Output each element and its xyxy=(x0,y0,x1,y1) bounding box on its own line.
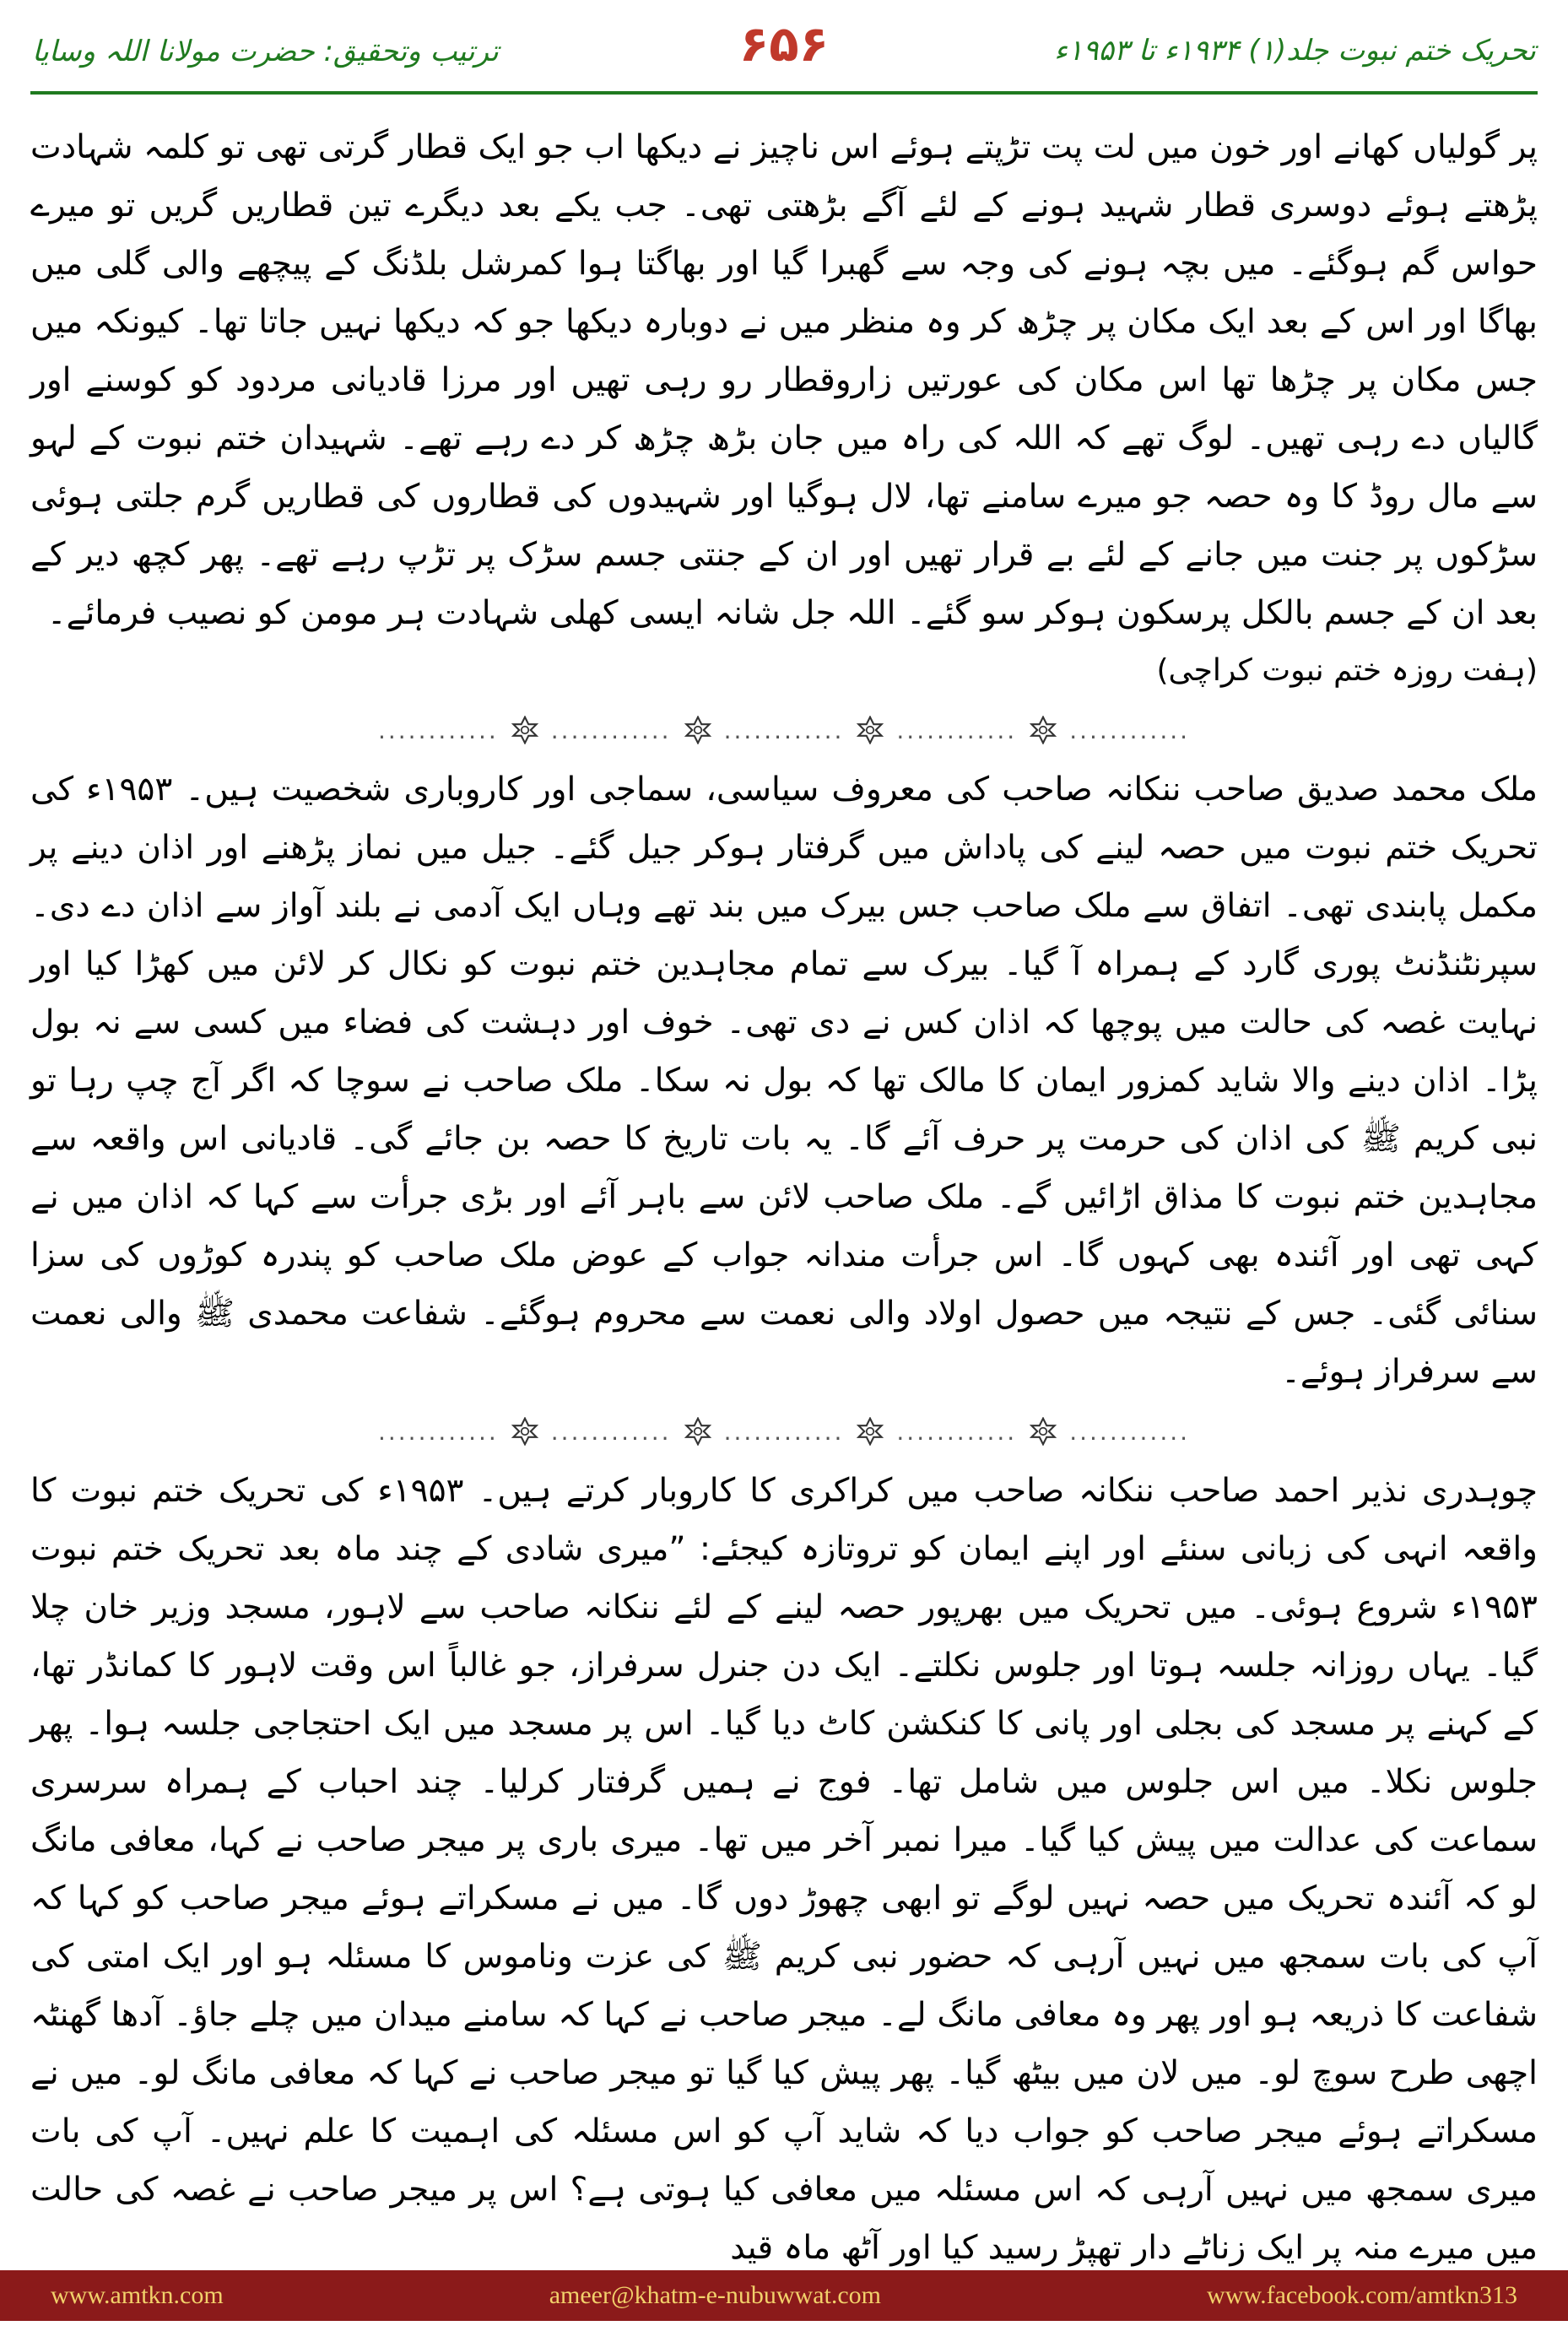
separator-dots: ............ xyxy=(1069,1417,1191,1446)
separator-dots: ............ xyxy=(550,716,672,744)
separator-dots: ............ xyxy=(377,1417,499,1446)
footer-email-link[interactable]: ameer@khatm-e-nubuwwat.com xyxy=(549,2281,882,2309)
header-rule xyxy=(30,91,1538,95)
separator-dots: ............ xyxy=(550,1417,672,1446)
paragraph-3: چوہدری نذیر احمد صاحب ننکانہ صاحب میں کراکری کا کاروبار کرتے ہیں۔ ۱۹۵۳ء کی تحریک ختم نبوت کا واقعہ انہی کی زبانی سنئے اور اپنے ایمان کو تروتازہ کیجئے: ”میری شادی کے چند ماہ بعد تحریک ختم نبوت ۱۹۵۳ء شروع ہوئی۔ میں تحریک میں بھرپور حصہ لینے کے لئے ننکانہ صاحب سے لاہور، مسجد وزیر خان چلا گیا۔ یہاں روزانہ جلسہ ہوتا اور جلوس نکلتے۔ ایک دن جنرل سرفراز، جو غالباً اس وقت لاہور کا کمانڈر تھا، کے کہنے پر مسجد کی بجلی اور پانی کا کنکشن کاٹ دیا گیا۔ اس پر مسجد میں ایک احتجاجی جلسہ ہوا۔ پھر جلوس نکلا۔ میں اس جلوس میں شامل تھا۔ فوج نے ہمیں گرفتار کرلیا۔ چند احباب کے ہمراہ سرسری سماعت کی عدالت میں پیش کیا گیا۔ میرا نمبر آخر میں تھا۔ میری باری پر میجر صاحب نے کہا، معافی مانگ لو کہ آئندہ تحریک میں حصہ نہیں لوگے تو ابھی چھوڑ دوں گا۔ میں نے مسکراتے ہوئے میجر صاحب کو کہا کہ آپ کی بات سمجھ میں نہیں آرہی کہ حضور نبی کریم ﷺ کی عزت وناموس کا مسئلہ ہو اور ایک امتی کی شفاعت کا ذریعہ ہو اور پھر وہ معافی مانگ لے۔ میجر صاحب نے کہا کہ سامنے میدان میں چلے جاؤ۔ آدھا گھنٹہ اچھی طرح سوچ لو۔ میں لان میں بیٹھ گیا۔ پھر پیش کیا گیا تو میجر صاحب نے کہا کہ معافی مانگ لو۔ میں نے مسکراتے ہوئے میجر صاحب کو جواب دیا کہ شاید آپ کو اس مسئلہ کی اہمیت کا علم نہیں۔ آپ کی بات میری سمجھ میں نہیں آرہی کہ اس مسئلہ میں معافی کیا ہوتی ہے؟ اس پر میجر صاحب نے غصہ کی حالت میں میرے منہ پر ایک زناٹے دار تھپڑ رسید کیا اور آٹھ ماہ قید xyxy=(30,1472,1538,2267)
separator-dots: ............ xyxy=(896,1417,1018,1446)
page-number: ۶۵۶ xyxy=(738,15,830,73)
star-ornament-icon xyxy=(684,1417,712,1446)
separator-dots: ............ xyxy=(723,716,845,744)
footer-website-link[interactable]: www.amtkn.com xyxy=(51,2281,224,2309)
separator-dots: ............ xyxy=(723,1417,845,1446)
separator-dots: ............ xyxy=(377,716,499,744)
page-footer xyxy=(0,2270,1568,2321)
page-header xyxy=(0,0,1568,93)
section-separator xyxy=(30,700,1538,760)
star-ornament-icon xyxy=(511,716,539,744)
star-ornament-icon xyxy=(1029,716,1057,744)
star-ornament-icon xyxy=(1029,1417,1057,1446)
source-citation: (ہفت روزہ ختم نبوت کراچی) xyxy=(1156,653,1538,688)
separator-dots: ............ xyxy=(1069,716,1191,744)
separator-dots: ............ xyxy=(896,716,1018,744)
star-ornament-icon xyxy=(856,716,884,744)
star-ornament-icon xyxy=(856,1417,884,1446)
page-body xyxy=(30,118,1538,2277)
paragraph-2: ملک محمد صدیق صاحب ننکانہ صاحب کی معروف سیاسی، سماجی اور کاروباری شخصیت ہیں۔ ۱۹۵۳ء کی تحریک ختم نبوت میں حصہ لینے کی پاداش میں گرفتار ہوکر جیل گئے۔ جیل میں نماز پڑھنے اور اذان دینے پر مکمل پابندی تھی۔ اتفاق سے ملک صاحب جس بیرک میں بند تھے وہاں ایک آدمی نے بلند آواز سے اذان دے دی۔ سپرنٹنڈنٹ پوری گارد کے ہمراہ آ گیا۔ بیرک سے تمام مجاہدین ختم نبوت کو نکال کر لائن میں کھڑا کیا اور نہایت غصہ کی حالت میں پوچھا کہ اذان کس نے دی تھی۔ خوف اور دہشت کی فضاء میں کسی سے نہ بول پڑا۔ اذان دینے والا شاید کمزور ایمان کا مالک تھا کہ بول نہ سکا۔ ملک صاحب نے سوچا کہ اگر آج چپ رہا تو نبی کریم ﷺ کی اذان کی حرمت پر حرف آئے گا۔ یہ بات تاریخ کا حصہ بن جائے گی۔ قادیانی اس واقعہ سے مجاہدین ختم نبوت کا مذاق اڑائیں گے۔ ملک صاحب لائن سے باہر آئے اور بڑی جرأت سے کہا کہ اذان میں نے کہی تھی اور آئندہ بھی کہوں گا۔ اس جرأت مندانہ جواب کے عوض ملک صاحب کو پندرہ کوڑوں کی سزا سنائی گئی۔ جس کے نتیجہ میں حصول اولاد والی نعمت سے محروم ہوگئے۔ شفاعت محمدی ﷺ والی نعمت سے سرفراز ہوئے۔ xyxy=(30,771,1538,1391)
section-separator xyxy=(30,1401,1538,1462)
footer-facebook-link[interactable]: www.facebook.com/amtkn313 xyxy=(1207,2281,1517,2309)
paragraph-1: پر گولیاں کھانے اور خون میں لت پت تڑپتے ہوئے اس ناچیز نے دیکھا اب جو ایک قطار گرتی تھی تو کلمہ شہادت پڑھتے ہوئے دوسری قطار شہید ہونے کے لئے آگے بڑھتی تھی۔ جب یکے بعد دیگرے تین قطاریں گریں تو میرے حواس گم ہوگئے۔ میں بچہ ہونے کی وجہ سے گھبرا گیا اور بھاگتا ہوا کمرشل بلڈنگ کے پیچھے والی گلی میں بھاگا اور اس کے بعد ایک مکان پر چڑھ کر وہ منظر میں نے دوبارہ دیکھا جو کہ دیکھا نہیں جاتا تھا۔ کیونکہ میں جس مکان پر چڑھا تھا اس مکان کی عورتیں زاروقطار رو رہی تھیں اور مرزا قادیانی مردود کو کوسنے اور گالیاں دے رہی تھیں۔ لوگ تھے کہ اللہ کی راہ میں جان بڑھ چڑھ کر دے رہے تھے۔ شہیدان ختم نبوت کے لہو سے مال روڈ کا وہ حصہ جو میرے سامنے تھا، لال ہوگیا اور شہیدوں کی قطاروں کی قطاریں گرم جلتی ہوئی سڑکوں پر جنت میں جانے کے لئے بے قرار تھیں اور ان کے جنتی جسم سڑک پر تڑپ رہے تھے۔ پھر کچھ دیر کے بعد ان کے جسم بالکل پرسکون ہوکر سو گئے۔ اللہ جل شانہ ایسی کھلی شہادت ہر مومن کو نصیب فرمائے۔ xyxy=(30,128,1538,632)
star-ornament-icon xyxy=(511,1417,539,1446)
header-book-title: تحریک ختم نبوت جلد(۱) ۱۹۳۴ء تا ۱۹۵۳ء xyxy=(1054,34,1536,68)
header-compiler: ترتیب وتحقیق: حضرت مولانا اللہ وسایا xyxy=(32,35,499,68)
star-ornament-icon xyxy=(684,716,712,744)
